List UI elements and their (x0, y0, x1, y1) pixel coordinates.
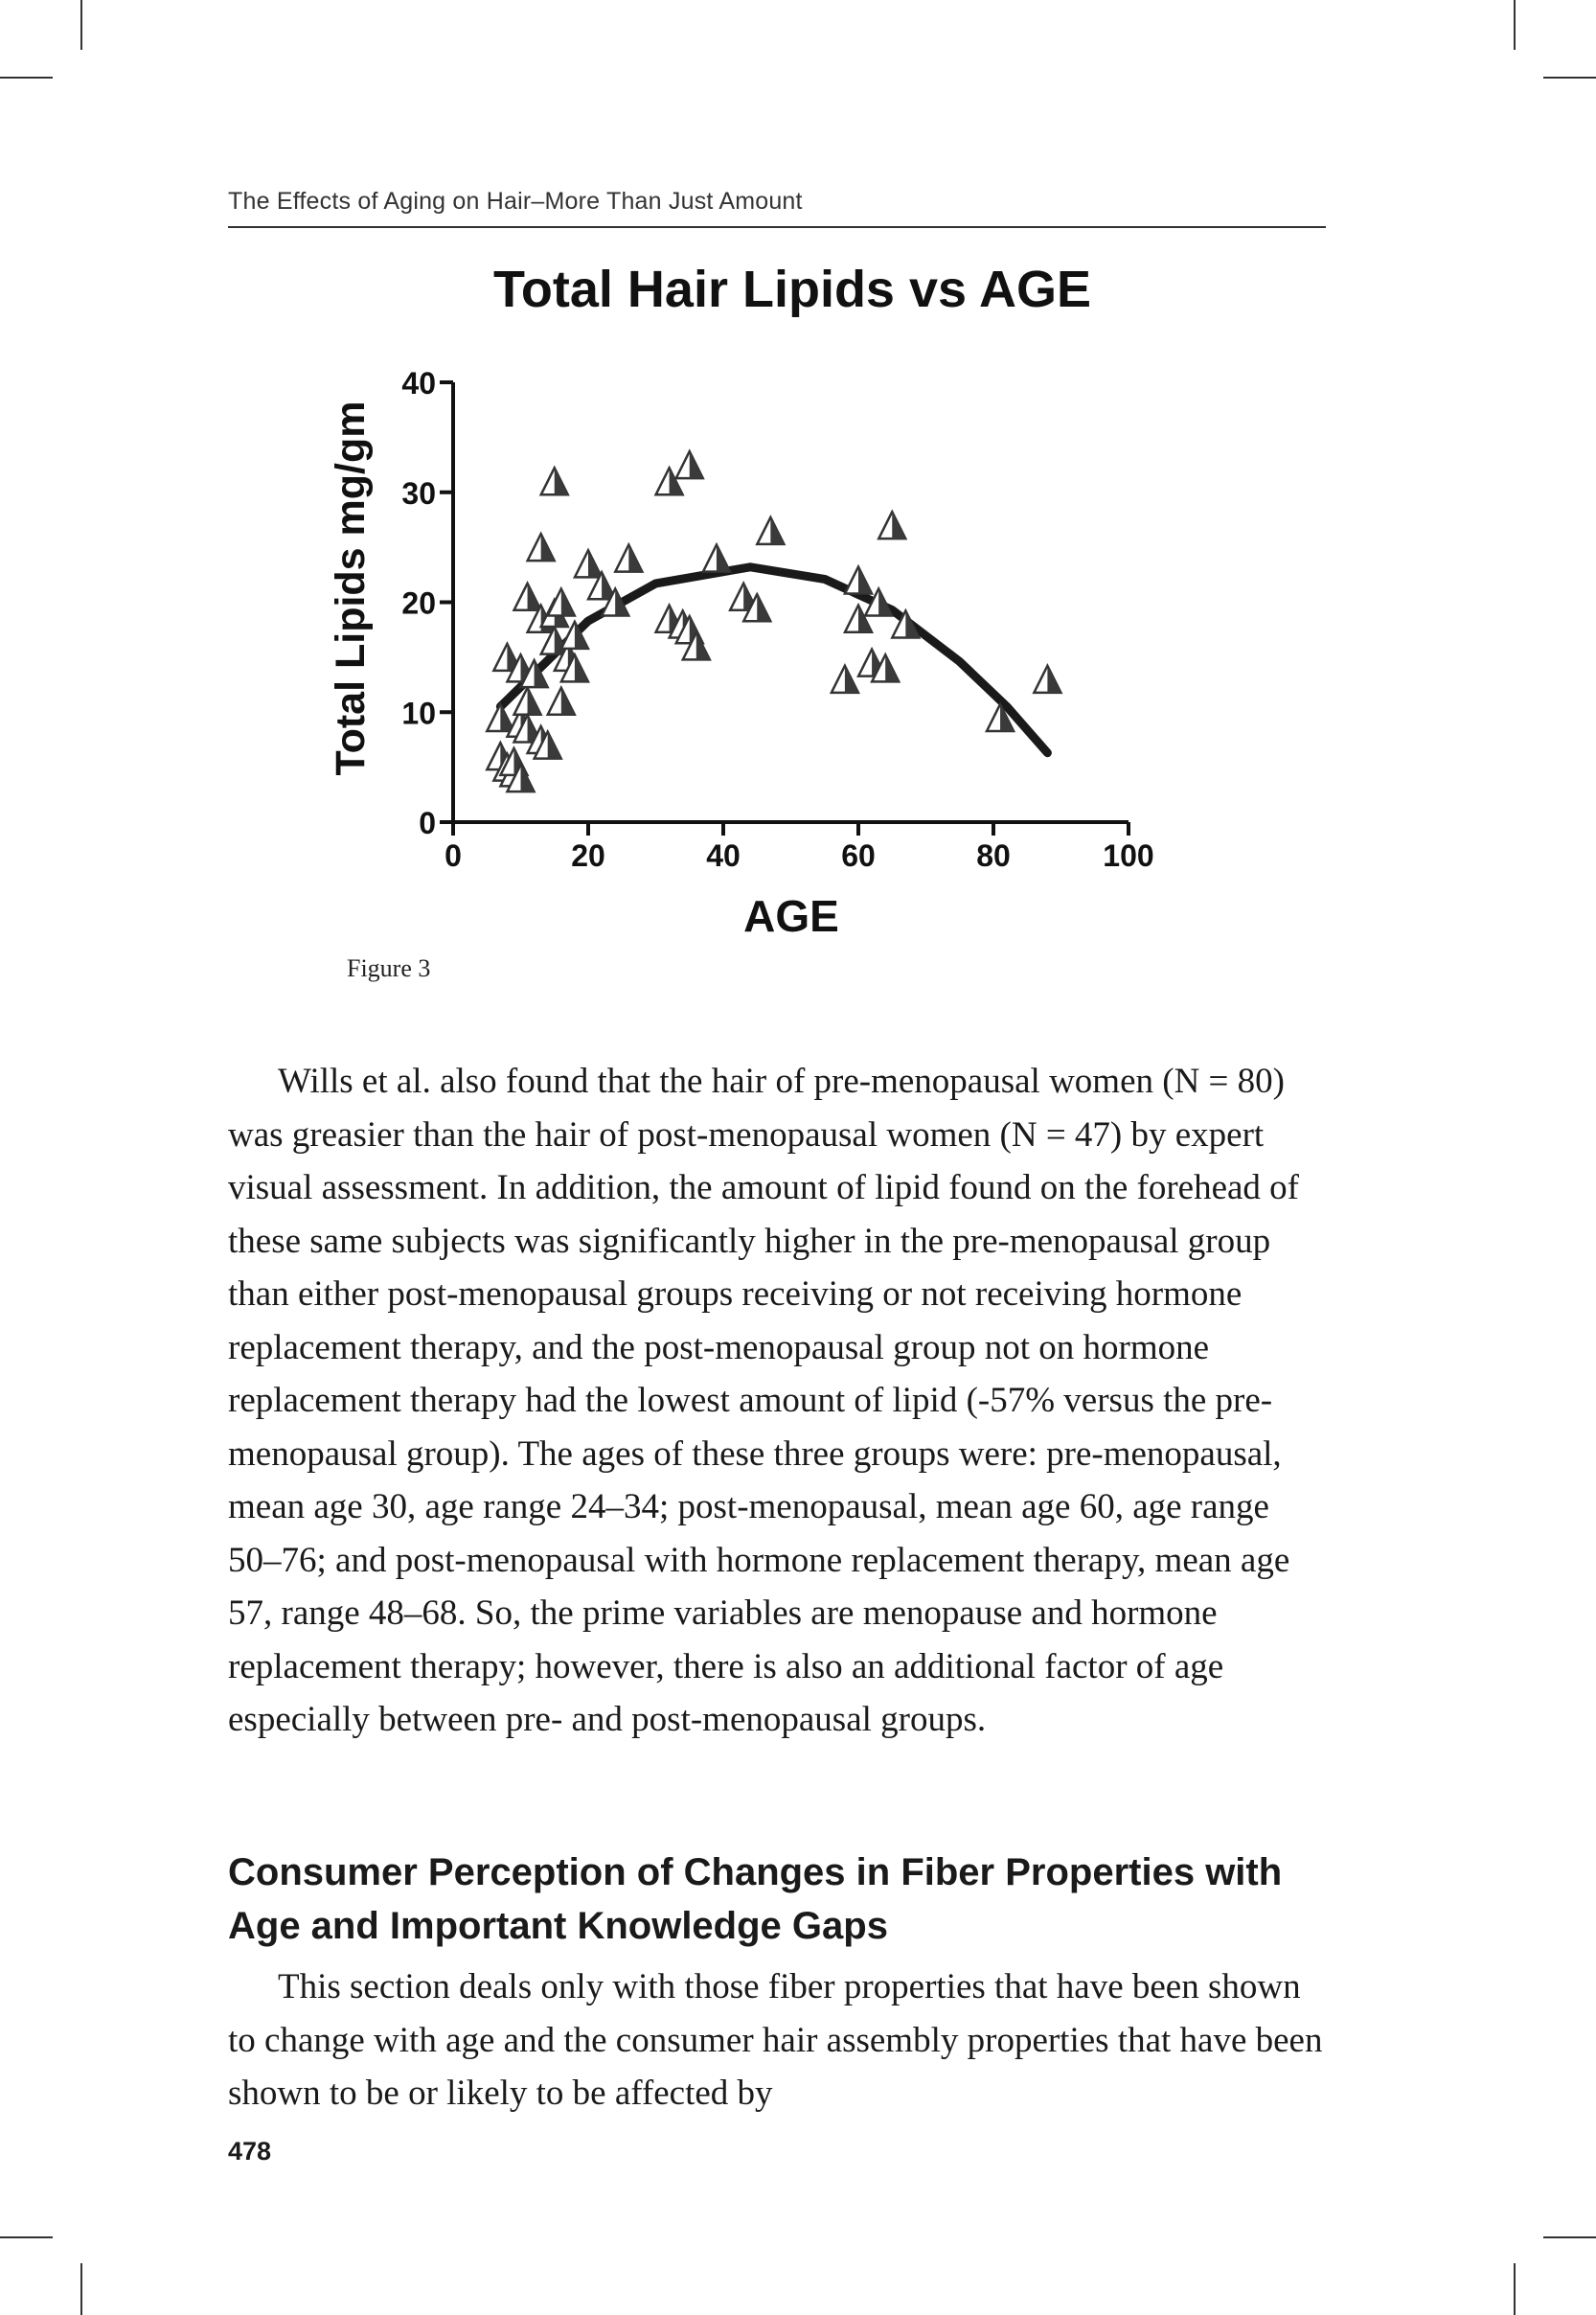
crop-mark-bottom-right-h (1543, 2236, 1596, 2238)
data-point (514, 584, 541, 610)
header-rule (228, 226, 1326, 228)
data-point (703, 545, 730, 572)
data-point (548, 589, 575, 616)
crop-mark-bottom-left-v (80, 2263, 82, 2315)
paragraph-1-text: Wills et al. also found that the hair of pre-menopausal women (N = 80) was greasier than the hair of post-menopausal women (N = 47) by expert visual assessment. In addition, the amount of lipid found on the forehead of these same subjects was significantly higher in the pre-menopausal group than either post-menopausal groups receiving or not receiving hormone replacement therapy, and the post-menopausal group not on hormone replacement therapy had the lowest amount of lipid (-57% versus the pre-menopausal group). The ages of these three groups were: pre-menopausal, mean age 30, age range 24–34; post-menopausal, mean age 60, age range 50–76; and post-menopausal with hormone replacement therapy, mean age 57, range 48–68. So, the prime variables are menopause and hormone replacement therapy; however, there is also an additional factor of age especially between pre- and post-menopausal groups. (228, 1062, 1299, 1739)
data-point (878, 512, 905, 539)
crop-mark-top-right-h (1543, 77, 1596, 79)
paragraph-2-text: This section deals only with those fiber properties that have been shown to change with age and the consumer hair assembly properties that have been shown to be or likely to be affected by (228, 1967, 1323, 2113)
body-paragraph-2 (228, 1960, 1330, 2120)
data-point (832, 666, 858, 693)
chart-axes (401, 366, 1153, 873)
data-point (528, 534, 555, 561)
data-points-layer (487, 451, 1060, 791)
y-tick-label: 10 (401, 696, 436, 731)
data-point (615, 545, 642, 572)
x-tick-label: 40 (706, 838, 741, 873)
data-point (1034, 666, 1060, 693)
x-axis-label: AGE (743, 891, 839, 941)
scatter-chart (326, 259, 1188, 949)
figure-caption: Figure 3 (347, 954, 431, 982)
data-point (541, 468, 568, 494)
x-tick-label: 100 (1103, 838, 1154, 873)
data-point (757, 517, 784, 544)
crop-mark-bottom-left-h (0, 2236, 53, 2238)
x-tick-label: 0 (445, 838, 462, 873)
data-point (575, 550, 602, 577)
y-tick-label: 30 (401, 475, 436, 511)
x-tick-label: 60 (841, 838, 876, 873)
page-number: 478 (228, 2137, 272, 2166)
body-paragraph-1 (228, 1055, 1330, 1747)
crop-mark-bottom-right-v (1514, 2263, 1516, 2315)
fit-curve (500, 567, 1047, 753)
y-tick-label: 20 (401, 585, 436, 621)
x-tick-label: 20 (571, 838, 605, 873)
data-point (676, 451, 703, 478)
data-point (548, 688, 575, 715)
y-tick-label: 40 (401, 366, 436, 401)
data-point (487, 704, 513, 731)
y-axis-label: Total Lipids mg/gm (328, 401, 374, 776)
crop-mark-top-left-v (80, 0, 82, 50)
crop-mark-top-left-h (0, 77, 53, 79)
x-tick-label: 80 (976, 838, 1011, 873)
crop-mark-top-right-v (1514, 0, 1516, 50)
data-point-fill (528, 688, 541, 715)
chart-title: Total Hair Lipids vs AGE (492, 261, 1092, 318)
running-header: The Effects of Aging on Hair–More Than Just Amount (228, 188, 803, 215)
fit-curve-layer (500, 567, 1047, 753)
data-point (845, 567, 872, 594)
section-heading: Consumer Perception of Changes in Fiber Properties with Age and Important Knowledge Gaps (228, 1851, 1283, 1947)
y-tick-label: 0 (419, 806, 436, 840)
